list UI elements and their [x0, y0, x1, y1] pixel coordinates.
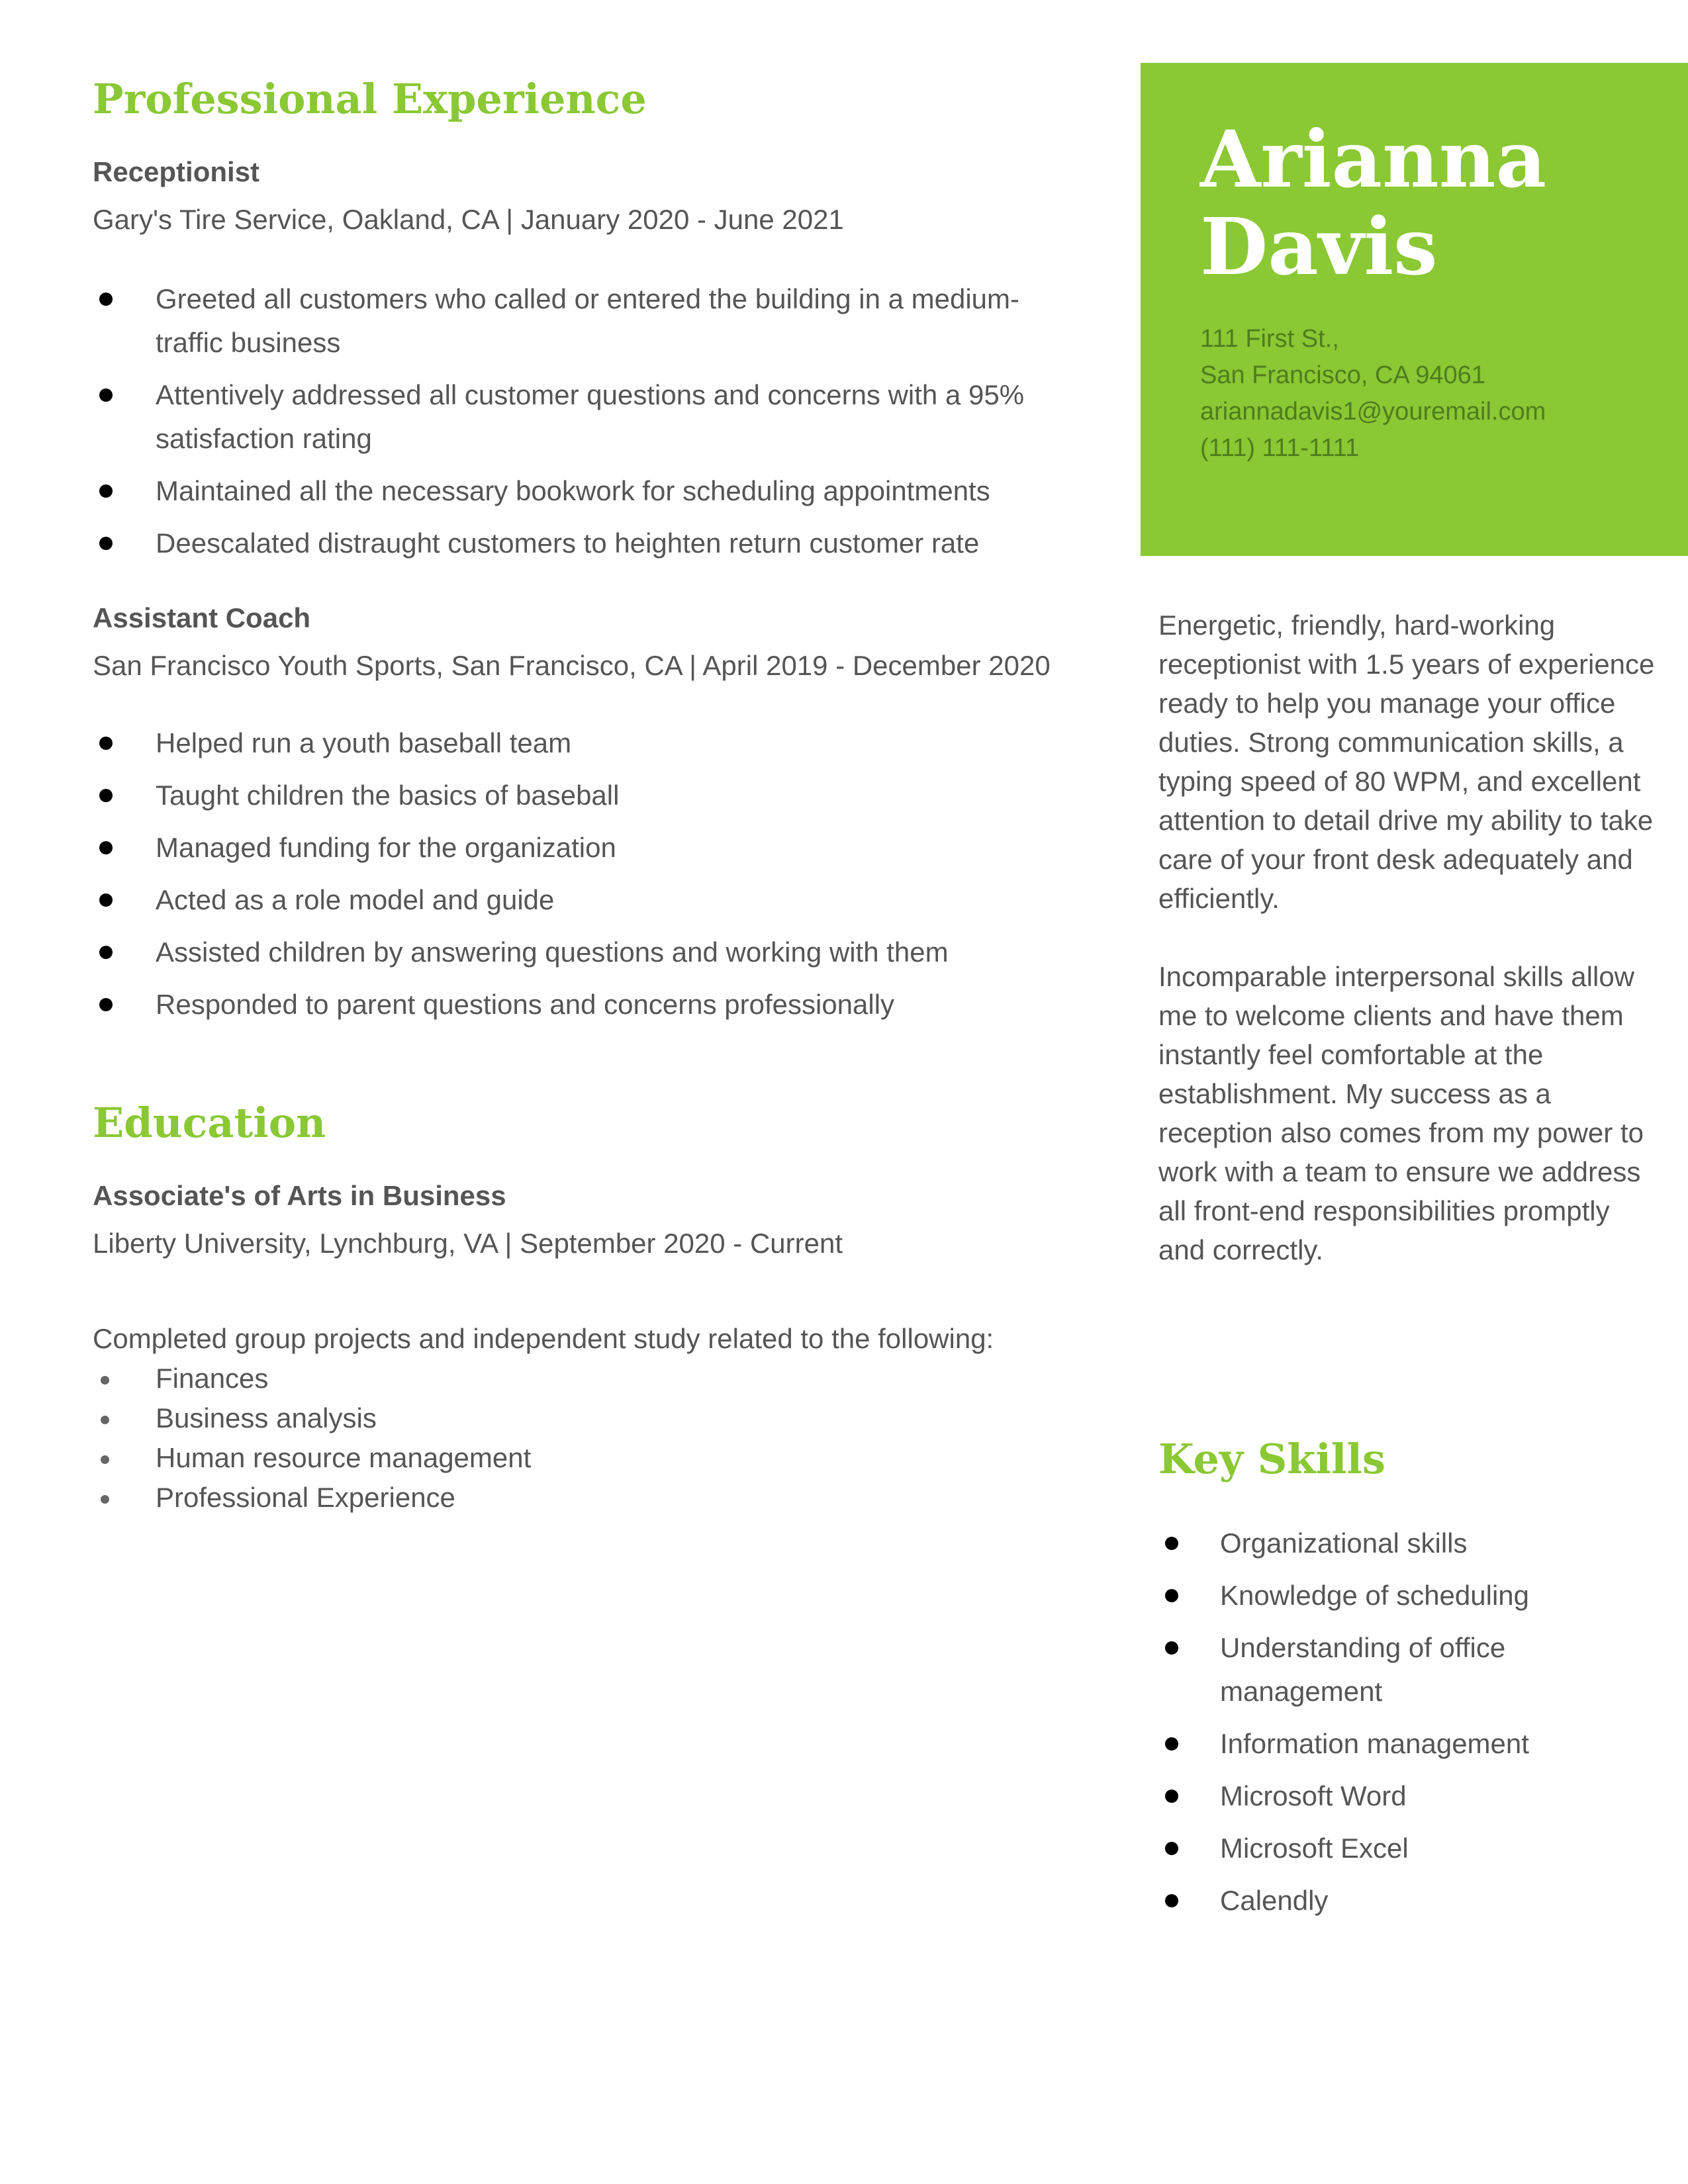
job-receptionist	[93, 155, 1053, 565]
list-item: Human resource management	[93, 1438, 1053, 1478]
education-entry	[93, 1179, 1053, 1518]
job-meta: San Francisco Youth Sports, San Francisco, CA | April 2019 - December 2020	[93, 650, 1051, 681]
bullet-icon	[1165, 1894, 1178, 1907]
list-item: Deescalated distraught customers to heighten return customer rate	[93, 522, 1053, 565]
summary-paragraph-1: Energetic, friendly, hard-working receptionist with 1.5 years of experience ready to help you manage your office duties. Strong communication skills, a typing speed of 80 WPM, and excellent attention to detail drive my ability to take care of your front desk adequately and efficiently.	[1158, 610, 1655, 914]
job-bullets	[93, 277, 1053, 565]
list-item: Helped run a youth baseball team	[93, 721, 1053, 765]
list-item: Knowledge of scheduling	[1158, 1574, 1675, 1617]
list-item: Assisted children by answering questions and working with them	[93, 931, 1053, 974]
last-name: Davis	[1200, 201, 1438, 293]
list-item: Professional Experience	[93, 1478, 1053, 1518]
bullet-icon	[1165, 1737, 1178, 1751]
list-item: Microsoft Word	[1158, 1774, 1675, 1818]
bullet-icon	[101, 1416, 109, 1424]
first-name: Arianna	[1200, 113, 1547, 205]
experience-heading: Professional Experience	[93, 75, 647, 123]
bullet-icon	[99, 946, 113, 959]
education-meta: Liberty University, Lynchburg, VA | September 2020 - Current	[93, 1228, 843, 1259]
job-assistant-coach	[93, 601, 1053, 1026]
education-heading: Education	[93, 1099, 326, 1147]
main-column	[93, 73, 1053, 1518]
list-item: Finances	[93, 1359, 1053, 1398]
address-line-1: 111 First St.,	[1200, 325, 1339, 353]
list-item: Acted as a role model and guide	[93, 878, 1053, 922]
bullet-icon	[99, 893, 113, 907]
key-skills	[1158, 1433, 1675, 1923]
list-item: Maintained all the necessary bookwork for scheduling appointments	[93, 469, 1053, 513]
bullet-icon	[99, 998, 113, 1011]
list-item: Organizational skills	[1158, 1522, 1675, 1565]
bullet-icon	[99, 388, 113, 402]
list-item: Managed funding for the organization	[93, 826, 1053, 870]
job-meta: Gary's Tire Service, Oakland, CA | January 2020 - June 2021	[93, 204, 844, 235]
bullet-icon	[99, 484, 113, 498]
degree-title: Associate's of Arts in Business	[93, 1180, 506, 1211]
list-item: Understanding of office management	[1158, 1626, 1675, 1713]
bullet-icon	[101, 1455, 109, 1464]
education-topics	[93, 1359, 1053, 1518]
bullet-icon	[1165, 1589, 1178, 1602]
list-item: Attentively addressed all customer questions and concerns with a 95% satisfaction rating	[93, 373, 1053, 461]
list-item: Information management	[1158, 1722, 1675, 1766]
bullet-icon	[99, 841, 113, 854]
bullet-icon	[1165, 1641, 1178, 1655]
address-line-2: San Francisco, CA 94061	[1200, 361, 1485, 389]
skills-list	[1158, 1522, 1675, 1923]
bullet-icon	[101, 1376, 109, 1385]
summary-paragraph-2: Incomparable interpersonal skills allow me to welcome clients and have them instantly feel comfortable at the establishment. My success as a reception also comes from my power to work with a team to ensure we address all front-end responsibilities promptly and correctly.	[1158, 961, 1644, 1265]
phone[interactable]: (111) 111-1111	[1200, 434, 1360, 462]
contact-info	[1200, 321, 1546, 467]
name-header	[1141, 63, 1688, 556]
education-intro: Completed group projects and independent study related to the following:	[93, 1323, 994, 1354]
bullet-icon	[1165, 1842, 1178, 1855]
bullet-icon	[101, 1495, 109, 1504]
list-item: Microsoft Excel	[1158, 1827, 1675, 1870]
candidate-name	[1200, 113, 1547, 293]
list-item: Business analysis	[93, 1398, 1053, 1438]
bullet-icon	[99, 737, 113, 750]
bullet-icon	[1165, 1790, 1178, 1803]
list-item: Taught children the basics of baseball	[93, 774, 1053, 817]
bullet-icon	[1165, 1537, 1178, 1550]
list-item: Calendly	[1158, 1879, 1675, 1923]
list-item: Greeted all customers who called or entered the building in a medium-traffic business	[93, 277, 1053, 365]
email[interactable]: ariannadavis1@youremail.com	[1200, 398, 1546, 426]
job-title: Assistant Coach	[93, 602, 311, 633]
bullet-icon	[99, 293, 113, 306]
list-item: Responded to parent questions and concerns professionally	[93, 983, 1053, 1026]
skills-heading: Key Skills	[1158, 1435, 1385, 1483]
job-bullets	[93, 721, 1053, 1026]
job-title: Receptionist	[93, 156, 260, 187]
bullet-icon	[99, 537, 113, 550]
bullet-icon	[99, 789, 113, 802]
summary	[1158, 606, 1662, 1269]
